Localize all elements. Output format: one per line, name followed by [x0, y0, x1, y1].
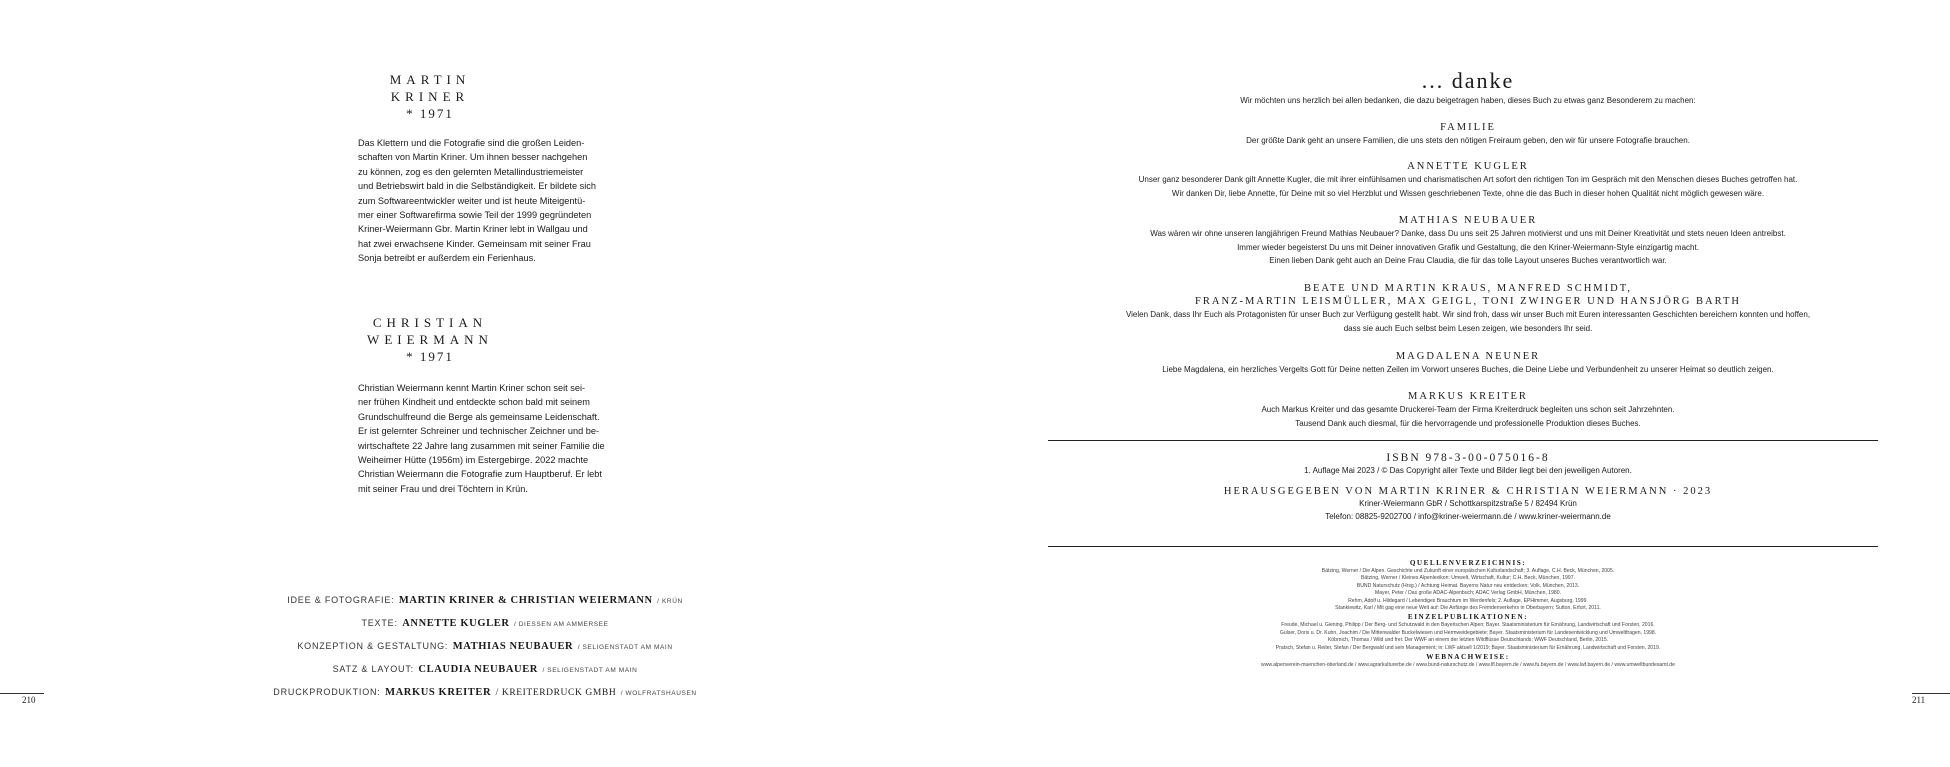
web-source-line: www.alpenverein-muenchen-oberland.de / www.agrarkulturerbe.de / www.bund-naturschutz.de / www.lfl.bayern.de / www.fu.bayern.de / www.lwf.bayern.de / www.umweltbundesamt.de — [1261, 662, 1675, 669]
source-line: Bätzing, Werner / Kleines Alpenlexikon: Umwelt, Wirtschaft, Kultur; C.H. Beck, München, 1997. — [1361, 575, 1575, 582]
credit-texts — [200, 610, 770, 633]
author-last-name: WEIERMANN — [367, 332, 493, 347]
source-line: Rehm, Adolf u. Hildegard / Lebendiges Brauchtum im Werdenfels; 2. Auflage, EPHimmer, Augsburg, 1999. — [1348, 597, 1588, 604]
section-line: Tausend Dank auch diesmal, für die hervorragende und professionelle Produktion dieses Buches. — [1295, 418, 1641, 428]
author-birth-year: * 1971 — [406, 106, 454, 121]
credits-block — [200, 587, 770, 702]
thanks-section-magdalena-neuner — [1050, 350, 1886, 377]
credit-place: / SELIGENSTADT AM MAIN — [577, 644, 673, 651]
publisher-title: HERAUSGEGEBEN VON MARTIN KRINER & CHRISTIAN WEIERMANN · 2023 — [1223, 485, 1713, 497]
thanks-section-annette-kugler — [1050, 160, 1886, 200]
author-birth-year: * 1971 — [406, 349, 454, 364]
credit-role: KONZEPTION & GESTALTUNG: — [297, 641, 449, 651]
author-first-name: CHRISTIAN — [372, 315, 488, 330]
bio-line: hat zwei erwachsene Kinder. Gemeinsam mit seiner Frau — [358, 238, 591, 249]
author-bio-martin-kriner — [358, 136, 618, 266]
credit-person: MARTIN KRINER & CHRISTIAN WEIERMANN — [398, 595, 653, 606]
bio-line: Grundschulfreund die Berge als gemeinsame Leidenschaft. — [358, 411, 600, 422]
bio-line: Er ist gelernter Schreiner und technischer Zeichner und be- — [358, 426, 600, 437]
bio-line: mit seiner Frau und drei Töchtern in Krün. — [358, 483, 528, 494]
credit-role: TEXTE: — [361, 618, 398, 628]
isbn: ISBN 978-3-00-075016-8 — [1386, 452, 1550, 464]
section-title: BEATE UND MARTIN KRAUS, MANFRED SCHMIDT, — [1304, 283, 1632, 294]
publication-line: Pratsch, Stefan u. Reiter, Stefan / Der Bergwald und sein Management; in: LWF aktuell 1/2019; Bayer. Staatsministerium für Ernährung, Landwirtschaft und Forsten, 2019. — [1275, 644, 1661, 651]
section-line: Wir danken Dir, liebe Annette, für Deine mit so viel Herzblut und Wissen geschriebenen Texte, ohne die das Buch in dieser hohen Qualität nicht möglich gewesen wäre. — [1171, 188, 1765, 198]
thanks-section-mathias-neubauer — [1050, 214, 1886, 268]
section-line: Immer wieder begeisterst Du uns mit Deiner innovativen Grafik und Gestaltung, die den Kriner-Weiermann-Style einzigartig macht. — [1237, 242, 1699, 252]
bio-line: ner frühen Kindheit und entdeckte schon bald mit seinem — [358, 397, 590, 408]
page-number-left: 210 — [22, 695, 36, 705]
credit-person: MATHIAS NEUBAUER — [452, 641, 574, 652]
bio-line: Kriner-Weiermann Gbr. Martin Kriner lebt in Wallgau und — [358, 224, 588, 235]
source-line: Stankiewitz, Karl / Mit gag eine neue Welt auf: Die Anfänge des Fremdenverkehrs in Oberbayern; Sutton, Erfurt, 2011. — [1335, 605, 1601, 612]
author-last-name: KRINER — [390, 89, 470, 104]
credit-concept — [200, 633, 770, 656]
thanks-section-protagonists — [1050, 282, 1886, 335]
credit-place: / SELIGENSTADT AM MAIN — [542, 667, 638, 674]
credit-place: / WOLFRATSHAUSEN — [620, 690, 697, 697]
section-line: Was wären wir ohne unseren langjährigen Freund Mathias Neubauer? Danke, dass Du uns seit 25 Jahren motivierst und uns mit Deiner Kreativität und stets neuen Ideen antreibst. — [1150, 229, 1786, 238]
page-number-rule — [0, 693, 44, 694]
credit-person: CLAUDIA NEUBAUER — [418, 664, 538, 675]
publisher-address: Kriner-Weiermann GbR / Schottkarspitzstraße 5 / 82494 Krün — [1359, 498, 1577, 508]
thanks-header — [1050, 70, 1886, 108]
edition-note: 1. Auflage Mai 2023 / © Das Copyright aller Texte und Bilder liegt bei den jeweiligen Autoren. — [1304, 466, 1632, 475]
bio-line: schaften von Martin Kriner. Um ihnen besser nachgehen — [358, 152, 588, 163]
credit-role: IDEE & FOTOGRAFIE: — [287, 595, 395, 605]
section-line: Einen lieben Dank geht auch an Deine Frau Claudia, die für das tolle Layout unseres Buches verantwortlich war. — [1269, 256, 1667, 265]
bio-line: Christian Weiermann kennt Martin Kriner schon seit sei- — [358, 383, 586, 393]
source-line: Bätzing, Werner / Die Alpen. Geschichte und Zukunft einer europäischen Kulturlandschaft; 3. Auflage, C.H. Beck, München, 2005. — [1321, 568, 1615, 574]
section-title: MATHIAS NEUBAUER — [1398, 215, 1538, 226]
credit-place: / DIESSEN AM AMMERSEE — [513, 621, 609, 628]
bio-line: mer einer Softwarefirma sowie Teil der 1999 gegründeten — [358, 210, 592, 221]
publication-line: Freude, Michael u. Giening, Philipp / Der Berg- und Schutzwald in den Bayerischen Alpen; Bayer. Staatsministerium für Ernährung, Landwirtschaft und Forsten, 2016. — [1281, 622, 1655, 629]
publisher-contact: Telefon: 08825-9202700 / info@kriner-weiermann.de / www.kriner-weiermann.de — [1325, 512, 1611, 521]
credit-layout — [200, 656, 770, 679]
sources-block — [1050, 558, 1886, 669]
sources-title: QUELLENVERZEICHNIS: — [1409, 559, 1527, 567]
bio-line: Christian Weiermann die Fotografie zum Hauptberuf. Er lebt — [358, 469, 602, 480]
credit-photography — [200, 587, 770, 610]
author-heading-martin-kriner — [340, 71, 520, 122]
section-line: dass sie auch Euch selbst beim Lesen zeigen, wie besonders Ihr seid. — [1343, 323, 1593, 333]
thanks-section-family — [1050, 121, 1886, 148]
publications-title: EINZELPUBLIKATIONEN: — [1407, 613, 1529, 622]
publication-line: Köbrnich, Thomas / Wild und frei: Der WWF an einem der letzten Wildflüsse Deutschlands; WWF Deutschland, Berlin, 2015. — [1327, 637, 1609, 644]
section-title: ANNETTE KUGLER — [1407, 161, 1529, 172]
source-line: Mayer, Peter / Das große ADAC-Alpenbuch; ADAC Verlag GmbH, München, 1980. — [1374, 590, 1561, 597]
credit-person: MARKUS KREITER — [385, 687, 492, 698]
credit-company: / KREITERDRUCK GMBH — [495, 688, 617, 698]
bio-line: Weiheimer Hütte (1956m) im Estergebirge. 2022 machte — [358, 455, 589, 466]
web-sources-title: WEBNACHWEISE: — [1426, 653, 1510, 662]
bio-line: zu können, zog es den gelernten Metallindustriemeister — [358, 166, 584, 177]
publication-line: Gulser, Doris u. Dr. Kuhn, Joachim / Die Mittenwalder Buckelwiesen und Hermweidegebiete; Bayer. Staatsministerium für Landesentwicklung und Umweltfragen, 1998. — [1279, 629, 1657, 636]
thanks-intro: Wir möchten uns herzlich bei allen bedanken, die dazu beigetragen haben, dieses Buch zu etwas ganz Besonderem zu machen: — [1240, 96, 1696, 105]
credit-role: DRUCKPRODUKTION: — [273, 687, 381, 697]
section-title: FAMILIE — [1440, 122, 1496, 133]
section-title: MARKUS KREITER — [1408, 391, 1528, 402]
divider-bottom — [1048, 546, 1878, 547]
bio-line: Das Klettern und die Fotografie sind die großen Leiden- — [358, 138, 585, 148]
divider-top — [1048, 440, 1878, 441]
author-heading-christian-weiermann — [340, 314, 520, 365]
author-bio-christian-weiermann — [358, 381, 618, 496]
section-line: Liebe Magdalena, ein herzliches Vergelts Gott für Deine netten Zeilen im Vorwort unseres Buches, die Deine Liebe und Verbundenheit zu unserer Heimat so deutlich zeigen. — [1162, 365, 1774, 374]
section-line: Auch Markus Kreiter und das gesamte Druckerei-Team der Firma Kreiterdruck begleiten uns schon seit Jahrzehnten. — [1261, 405, 1675, 414]
section-title: FRANZ-MARTIN LEISMÜLLER, MAX GEIGL, TONI ZWINGER UND HANSJÖRG BARTH — [1195, 296, 1741, 307]
section-line: Der größte Dank geht an unsere Familien, die uns stets den nötigen Freiraum geben, den wir für unsere Fotografie brauchen. — [1246, 136, 1690, 145]
thanks-section-markus-kreiter — [1050, 390, 1886, 430]
bio-line: wirtschaftete 22 Jahre lang zusammen mit seiner Familie die — [358, 440, 605, 451]
bio-line: und Betriebswirt bald in die Selbständigkeit. Er bildete sich — [358, 181, 596, 192]
bio-line: Sonja betreibt er außerdem ein Ferienhaus. — [358, 253, 536, 264]
source-line: BUND Naturschutz (Hrsg.) / Achtung Heimat. Bayerns Natur neu entdecken; Volk, München, 2013. — [1356, 582, 1580, 589]
page-number-rule — [1912, 693, 1950, 694]
author-first-name: MARTIN — [389, 72, 471, 87]
credit-role: SATZ & LAYOUT: — [332, 664, 414, 674]
thanks-title: ... danke — [1421, 68, 1515, 93]
credit-place: / KRÜN — [657, 598, 683, 605]
credit-print — [200, 679, 770, 702]
page-number-right: 211 — [1912, 695, 1926, 705]
section-line: Vielen Dank, dass Ihr Euch als Protagonisten für unser Buch zur Verfügung gestellt habt. Wir sind froh, dass wir unser Buch mit Euren interessanten Geschichten bereichern konnten und hoffen, — [1125, 310, 1811, 319]
imprint-block — [1050, 452, 1886, 524]
section-title: MAGDALENA NEUNER — [1395, 351, 1541, 362]
bio-line: zum Softwareentwickler weiter und ist heute Miteigentü- — [358, 195, 586, 206]
credit-person: ANNETTE KUGLER — [402, 618, 510, 629]
section-line: Unser ganz besonderer Dank gilt Annette Kugler, die mit ihrer einfühlsamen und charismatischen Art sofort den richtigen Ton im Gespräch mit den Menschen dieses Buches getroffen hat. — [1138, 175, 1798, 184]
